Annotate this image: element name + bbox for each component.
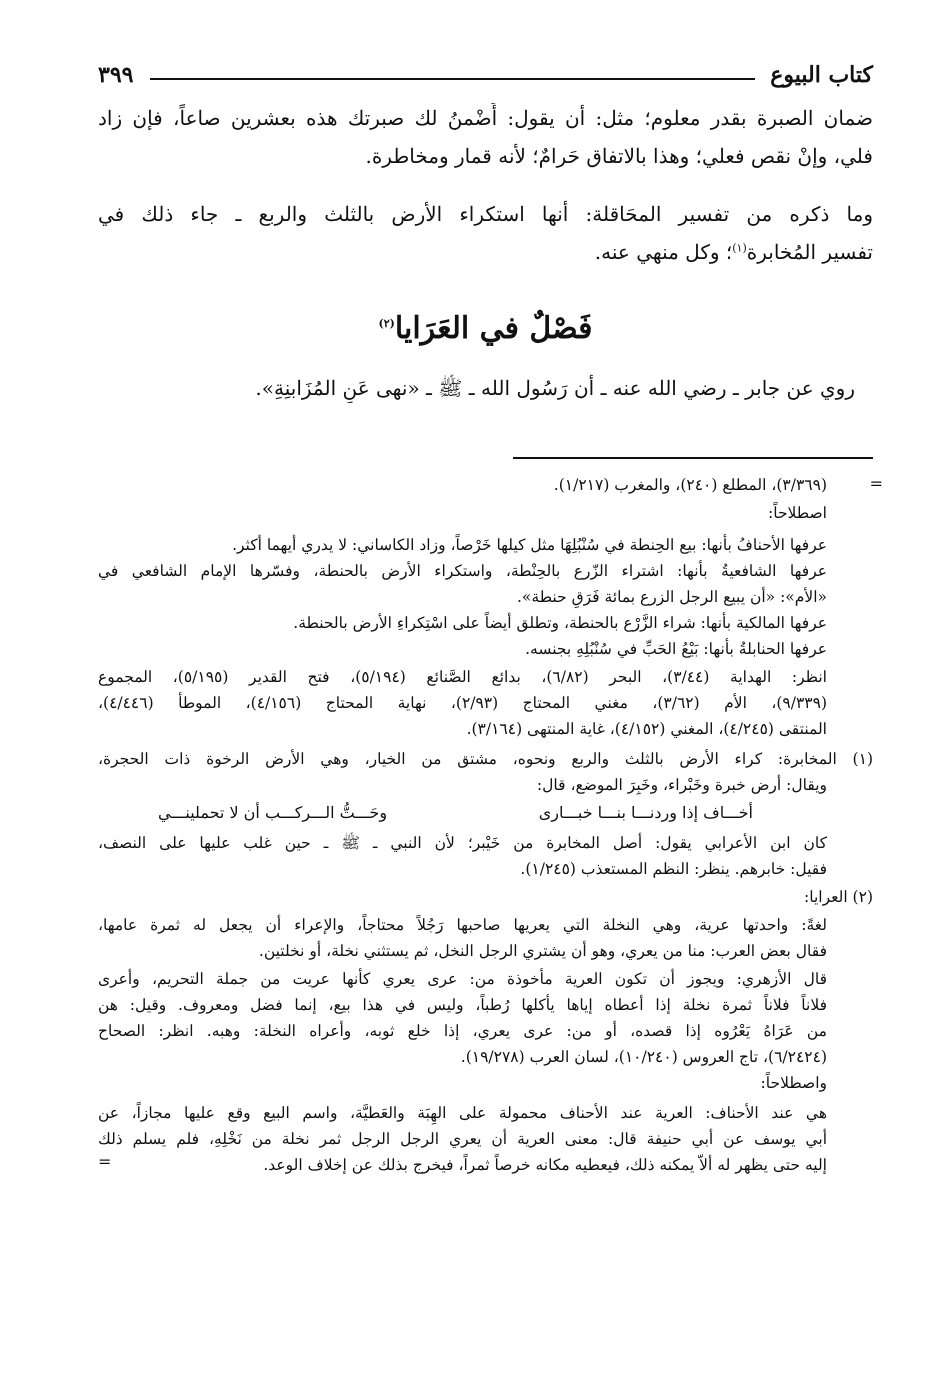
footnote-line: قال الأزهري: ويجوز أن تكون العرية مأخوذة من: عرى يعري كأنها عريت من جملة التحريم، وأعرى (98, 970, 827, 988)
footnote-line: عرفها الأحنافُ بأنها: بيع الحِنطة في سُنْبُلِهَا مثل كيلها خَرْصاً، وزاد الكاساني: لا يدري أيهما أكثر. (232, 536, 827, 554)
footnote-line: فقال بعض العرب: منا من يعري، وهو أن يشتري الرجل النخل، ثم يستثني نخلة، أو نخلتين. (258, 942, 827, 960)
verse-first-hemistich: أخـــاف إذا وردنـــا بنـــا خبـــارى (538, 803, 753, 822)
footnote-line: «الأم»: «أن يبيع الرجل الزرع بمائة فَرَقِ حنطة». (516, 588, 827, 606)
section-heading-text: فَصْلٌ في العَرَايا (394, 311, 593, 346)
footnote-line: (٣/٣٦٩)، المطلع (٢٤٠)، والمغرب (١/٢١٧). (553, 476, 827, 494)
body-line (98, 237, 873, 267)
footnote-line: ويقال: أرض خبرة وخَبْراء، وخَبِرَ الموضع، قال: (536, 776, 827, 794)
page-header (98, 60, 873, 94)
footnote-line: هي عند الأحناف: العرية عند الأحناف محمولة على الهِبَة والعَطيَّة، واسم البيع وقع عليها مجازاً، عن (98, 1104, 827, 1122)
footnote-line: إليه حتى يظهر له ألاّ يمكنه ذلك، فيعطيه مكانه خرصاً ثمراً، فيخرج بذلك عن إخلاف الوعد. (263, 1156, 827, 1174)
footnote-rule (513, 457, 873, 459)
footnote-line: كان ابن الأعرابي يقول: أصل المخابرة من خَيْبر؛ لأن النبي ـ ﷺ ـ حين غلب عليها على النصف، (98, 834, 827, 852)
footnote-line: المنتقى (٤/٢٤٥)، المغني (٤/١٥٢)، غاية المنتهى (٣/١٦٤). (466, 720, 827, 738)
body-text: ؛ وكل منهي عنه. (594, 240, 733, 264)
footnote-line: انظر: الهداية (٣/٤٤)، البحر (٦/٨٢)، بدائع الصَّنائع (٥/١٩٤)، فتح القدير (٥/١٩٥)، المجموع (98, 668, 827, 686)
footnote-line: فقيل: خابرهم. ينظر: النظم المستعذب (١/٢٤٥). (520, 860, 827, 878)
footnote-line: من عَرَاهُ يَعْرُوه إذا قصده، أو من: عرى يعري، إذا خلع ثوبه، وأعراه النخلة: وهبه. انظر: الصحاح (98, 1022, 827, 1040)
footnote-line: عرفها المالكية بأنها: شراء الزَّرْع بالحنطة، وتطلق أيضاً على اسْتِكراءِ الأرض بالحنطة. (293, 614, 827, 632)
footnote-ref: (٢) (378, 317, 395, 330)
footnote-line: (٩/٣٣٩)، الأم (٣/٦٢)، مغني المحتاج (٢/٩٣)، نهاية المحتاج (٤/١٥٦)، الموطأ (٤/٤٤٦)، (98, 694, 827, 712)
footnote-line: (١) المخابرة: كراء الأرض بالثلث والربع ونحوه، مشتق من الخيار، وهي الأرض الرخوة ذات الحجرة، (98, 750, 873, 768)
continuation-mark-end: = (98, 1152, 112, 1171)
body-line: فلي، وإنْ نقص فعلي؛ وهذا بالاتفاق حَرامٌ؛ لأنه قمار ومخاطرة. (365, 144, 873, 168)
continuation-mark: = (869, 474, 883, 493)
footnote-line: فلاناً فلاناً ثمرة نخلة إذا أعطاه إياها يأكلها رُطباً، وليس في هذا بيع، إنما فضل ومعروف. وقيل: هن (98, 996, 827, 1014)
footnote-line: (٢) العرايا: (804, 888, 873, 906)
section-heading (98, 309, 873, 353)
running-title: كتاب البيوع (770, 62, 873, 88)
footnote-line: أبي يوسف عن أبي حنيفة قال: معنى العرية أن يعري الرجل الرجل ثمر نخلة من نَخْلِهِ، فلم يسلم ذلك (98, 1130, 827, 1148)
footnote-line: (٦/٢٤٢٤)، تاج العروس (١٠/٢٤٠)، لسان العرب (١٩/٢٧٨). (460, 1048, 827, 1066)
footnote-line: اصطلاحاً: (768, 504, 827, 522)
footnote-line: واصطلاحاً: (760, 1074, 827, 1092)
verse-second-hemistich: وحَـــتُّ الـــركـــب أن لا تحملينـــي (158, 803, 388, 822)
footnote-line: عرفها الحنابلةُ بأنها: بَيْعُ الحَبِّ في سُنْبُلِهِ بجنسه. (525, 640, 827, 658)
header-rule (150, 78, 755, 80)
body-line: وما ذكره من تفسير المحَاقلة: أنها استكراء الأرض بالثلث والربع ـ جاء ذلك في (98, 202, 873, 226)
page-number: ٣٩٩ (98, 62, 134, 88)
body-line: ضمان الصبرة بقدر معلوم؛ مثل: أن يقول: أَضْمنُ لك صبرتك هذه بعشرين صاعاً، فإن زاد (98, 106, 873, 130)
hadith-line: روي عن جابر ـ رضي الله عنه ـ أن رَسُول الله ـ ﷺ ـ «نهى عَنِ المُزَابنِةِ». (255, 376, 855, 400)
body-text: تفسير المُخابرة (746, 240, 873, 264)
footnote-ref: (١) (732, 241, 747, 255)
footnote-line: عرفها الشافعيةُ بأنها: اشتراء الزّرع بالحِنْطة، واستكراء الأرض بالحنطة، وفسّرها الإمام الشافعي في (98, 562, 827, 580)
footnote-line: لغةً: واحدتها عرية، وهي النخلة التي يعريها صاحبها رَجُلاً محتاجاً، والإعراء أن يجعل له ثمرة عامها، (98, 916, 827, 934)
